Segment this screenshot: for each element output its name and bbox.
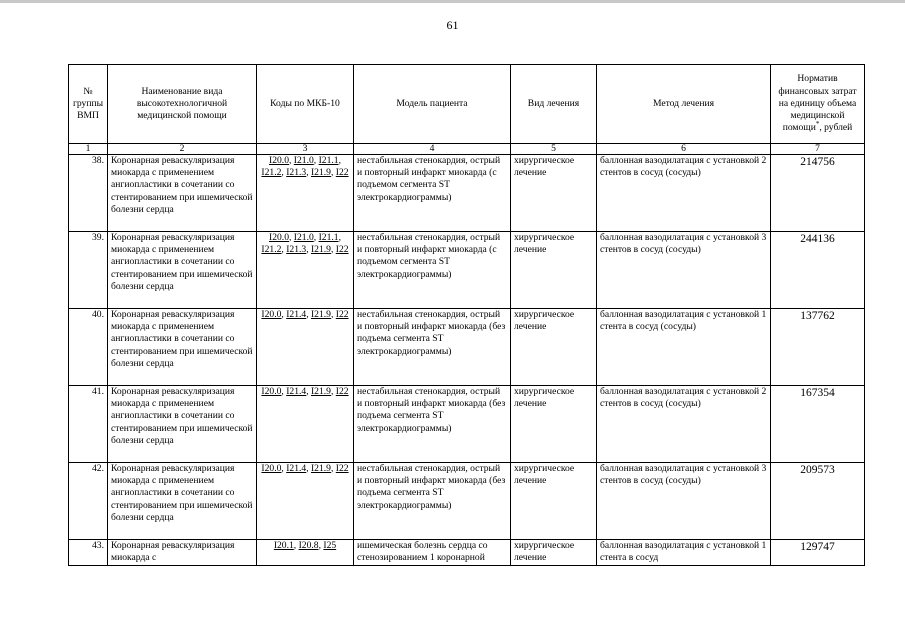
treatment-method: баллонная вазодилатация с установкой 1 стента в сосуд (сосуды) [597, 309, 771, 386]
patient-model: нестабильная стенокардия, острый и повторный инфаркт миокарда (без подъема сегмента ST электрокардиограммы) [354, 309, 511, 386]
header-treatment-method: Метод лечения [597, 65, 771, 144]
scan-edge [0, 0, 905, 3]
column-number: 6 [597, 144, 771, 155]
header-group-no: № группы ВМП [69, 65, 108, 144]
row-number: 42. [69, 463, 108, 540]
treatment-type: хирургическое лечение [511, 463, 597, 540]
row-number: 43. [69, 540, 108, 566]
table-row [69, 463, 865, 540]
table-row [69, 386, 865, 463]
treatment-method: баллонная вазодилатация с установкой 2 стентов в сосуд (сосуды) [597, 155, 771, 232]
icd-code: I20.1 [273, 540, 294, 551]
icd-code: I25 [323, 540, 337, 551]
cost-value: 209573 [771, 463, 865, 540]
column-number-row [69, 144, 865, 155]
icd-code: I21.9 [310, 167, 331, 179]
header-care-type: Наименование вида высокотехнологичной медицинской помощи [108, 65, 257, 144]
treatment-type: хирургическое лечение [511, 386, 597, 463]
icd-code: I21.2 [261, 244, 282, 256]
cost-value: 137762 [771, 309, 865, 386]
icd-code: I21.4 [286, 309, 307, 320]
patient-model: нестабильная стенокардия, острый и повторный инфаркт миокарда (без подъема сегмента ST электрокардиограммы) [354, 463, 511, 540]
icd-codes: I20.0, I21.0, I21.1, I21.2, I21.3, I21.9, I22 [257, 232, 354, 309]
icd-code: I21.9 [310, 386, 331, 397]
table-row [69, 232, 865, 309]
vmp-table [68, 64, 865, 566]
icd-code: I22 [335, 386, 349, 397]
row-number: 41. [69, 386, 108, 463]
icd-code: I20.0 [261, 463, 282, 474]
icd-code: I21.0 [293, 155, 314, 166]
row-number: 38. [69, 155, 108, 232]
icd-codes: I20.0, I21.4, I21.9, I22 [257, 309, 354, 386]
patient-model: ишемическая болезнь сердца со стенозированием 1 коронарной [354, 540, 511, 566]
icd-code: I21.1 [318, 155, 339, 166]
treatment-method: баллонная вазодилатация с установкой 3 стентов в сосуд (сосуды) [597, 463, 771, 540]
icd-code: I20.0 [261, 386, 282, 397]
icd-codes: I20.0, I21.0, I21.1, I21.2, I21.3, I21.9, I22 [257, 155, 354, 232]
care-type-name: Коронарная реваскуляризация миокарда с применением ангиопластики в сочетании со стентированием при ишемической болезни сердца [108, 309, 257, 386]
row-number: 39. [69, 232, 108, 309]
treatment-type: хирургическое лечение [511, 540, 597, 566]
table-row [69, 155, 865, 232]
treatment-method: баллонная вазодилатация с установкой 1 стента в сосуд [597, 540, 771, 566]
icd-code: I21.2 [261, 167, 282, 179]
icd-code: I20.0 [261, 309, 282, 320]
header-row [69, 65, 865, 144]
patient-model: нестабильная стенокардия, острый и повторный инфаркт миокарда (без подъема сегмента ST электрокардиограммы) [354, 386, 511, 463]
treatment-method: баллонная вазодилатация с установкой 2 стентов в сосуд (сосуды) [597, 386, 771, 463]
care-type-name: Коронарная реваскуляризация миокарда с применением ангиопластики в сочетании со стентированием при ишемической болезни сердца [108, 232, 257, 309]
column-number: 5 [511, 144, 597, 155]
column-number: 7 [771, 144, 865, 155]
icd-code: I22 [335, 309, 349, 320]
cost-value: 244136 [771, 232, 865, 309]
footnote-mark: * [815, 120, 820, 129]
icd-code: I21.4 [286, 463, 307, 474]
care-type-name: Коронарная реваскуляризация миокарда с применением ангиопластики в сочетании со стентированием при ишемической болезни сердца [108, 463, 257, 540]
care-type-name: Коронарная реваскуляризация миокарда с применением ангиопластики в сочетании со стентированием при ишемической болезни сердца [108, 386, 257, 463]
patient-model: нестабильная стенокардия, острый и повторный инфаркт миокарда (с подъемом сегмента ST электрокардиограммы) [354, 155, 511, 232]
care-type-name: Коронарная реваскуляризация миокарда с [108, 540, 257, 566]
column-number: 1 [69, 144, 108, 155]
icd-code: I21.3 [286, 244, 307, 256]
cost-value: 129747 [771, 540, 865, 566]
row-number: 40. [69, 309, 108, 386]
icd-code: I22 [335, 167, 349, 179]
treatment-method: баллонная вазодилатация с установкой 3 стентов в сосуд (сосуды) [597, 232, 771, 309]
header-patient-model: Модель пациента [354, 65, 511, 144]
icd-code: I22 [335, 463, 349, 474]
icd-code: I21.3 [286, 167, 307, 179]
care-type-name: Коронарная реваскуляризация миокарда с применением ангиопластики в сочетании со стентированием при ишемической болезни сердца [108, 155, 257, 232]
treatment-type: хирургическое лечение [511, 232, 597, 309]
treatment-type: хирургическое лечение [511, 155, 597, 232]
icd-code: I21.1 [318, 232, 339, 243]
icd-code: I21.9 [310, 309, 331, 320]
icd-code: I20.0 [269, 155, 289, 166]
icd-code: I21.0 [293, 232, 314, 243]
column-number: 3 [257, 144, 354, 155]
header-treatment-type: Вид лечения [511, 65, 597, 144]
header-icd-codes: Коды по МКБ-10 [257, 65, 354, 144]
icd-code: I21.4 [286, 386, 307, 397]
header-cost-unit: , рублей [819, 122, 853, 134]
treatment-type: хирургическое лечение [511, 309, 597, 386]
patient-model: нестабильная стенокардия, острый и повторный инфаркт миокарда (с подъемом сегмента ST электрокардиограммы) [354, 232, 511, 309]
table-row [69, 309, 865, 386]
header-cost-text: Норматив финансовых затрат на единицу объема медицинской помощи [778, 73, 857, 134]
icd-code: I20.0 [269, 232, 289, 243]
icd-code: I21.9 [310, 463, 331, 474]
icd-codes: I20.1, I20.8, I25 [257, 540, 354, 566]
icd-code: I20.8 [298, 540, 319, 551]
column-number: 4 [354, 144, 511, 155]
icd-code: I22 [335, 244, 349, 256]
icd-codes: I20.0, I21.4, I21.9, I22 [257, 386, 354, 463]
cost-value: 214756 [771, 155, 865, 232]
icd-codes: I20.0, I21.4, I21.9, I22 [257, 463, 354, 540]
page-number: 61 [446, 18, 459, 32]
icd-code: I21.9 [310, 244, 331, 256]
table-body [69, 155, 865, 566]
header-cost-norm [771, 65, 865, 144]
cost-value: 167354 [771, 386, 865, 463]
table-row [69, 540, 865, 566]
column-number: 2 [108, 144, 257, 155]
